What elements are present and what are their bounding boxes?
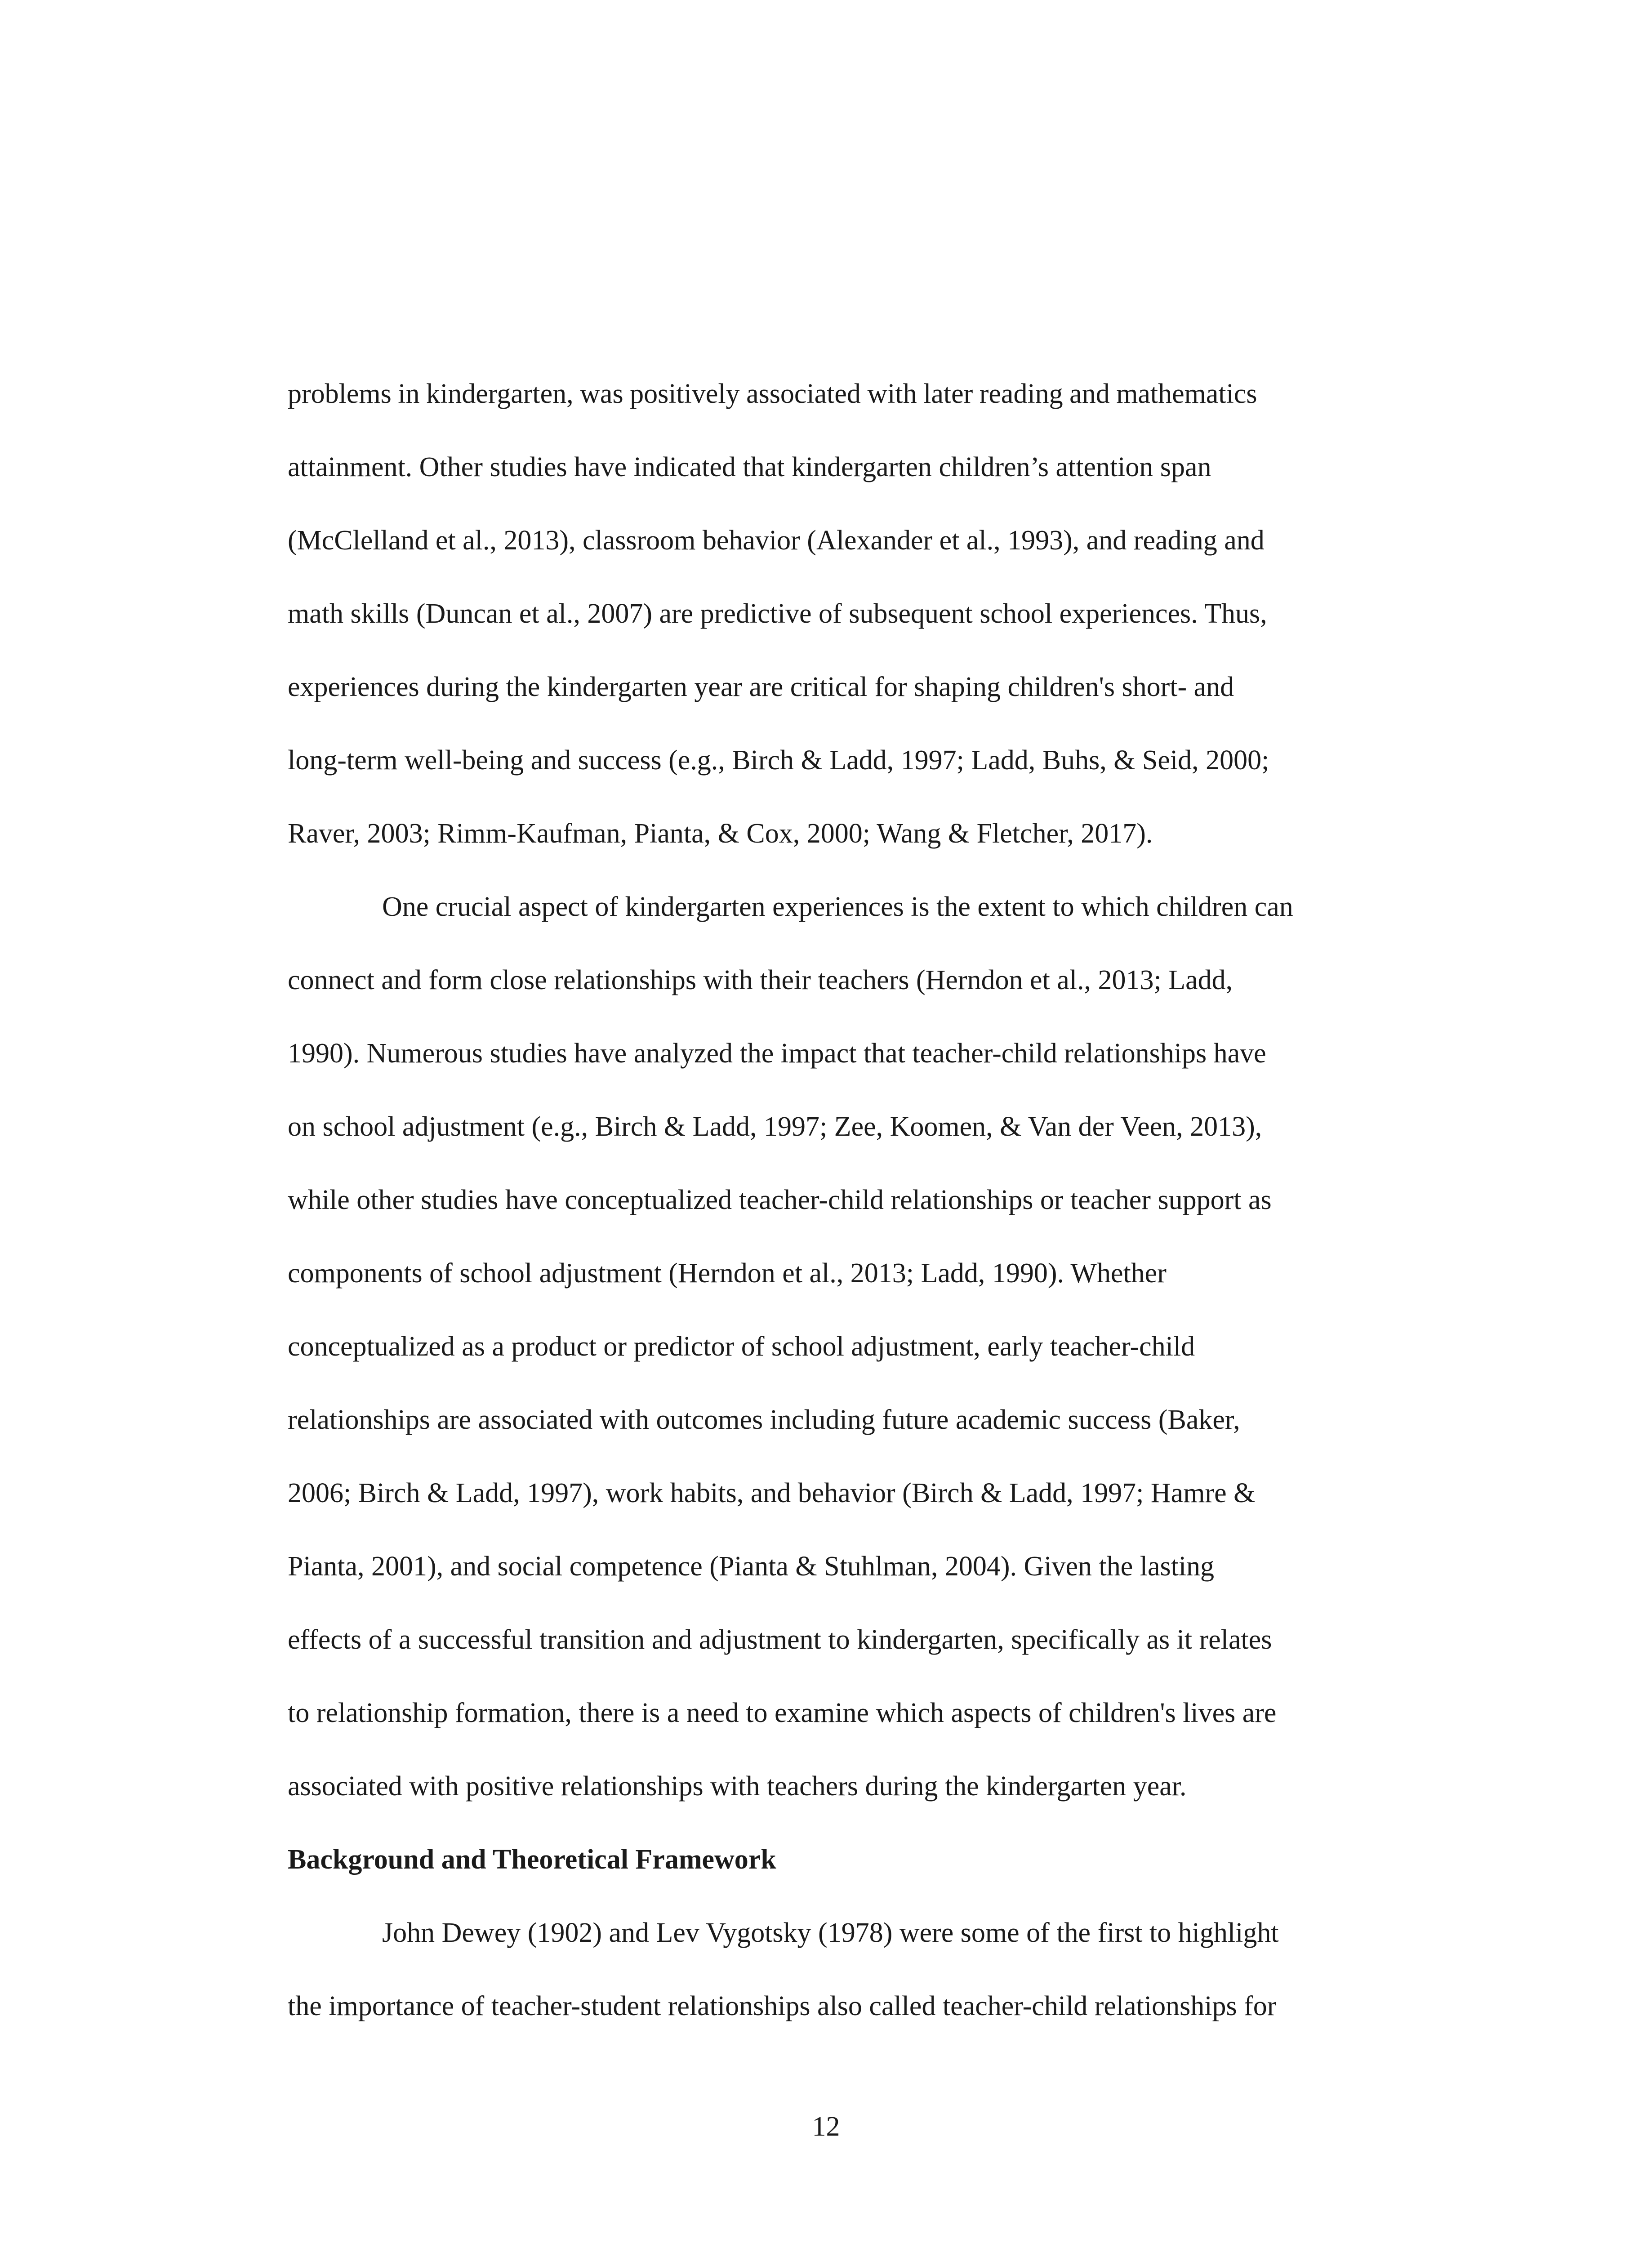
text-line: long-term well-being and success (e.g., Birch & Ladd, 1997; Ladd, Buhs, & Seid, 2000; xyxy=(288,745,1269,776)
text-line: Raver, 2003; Rimm-Kaufman, Pianta, & Cox, 2000; Wang & Fletcher, 2017). xyxy=(288,818,1153,849)
text-line: 1990). Numerous studies have analyzed the impact that teacher-child relationships have xyxy=(288,1038,1266,1069)
text-line: to relationship formation, there is a need to examine which aspects of children's lives are xyxy=(288,1698,1277,1728)
text-line: on school adjustment (e.g., Birch & Ladd, 1997; Zee, Koomen, & Van der Veen, 2013), xyxy=(288,1111,1262,1142)
text-line: (McClelland et al., 2013), classroom behavior (Alexander et al., 1993), and reading and xyxy=(288,525,1265,556)
text-line: associated with positive relationships with teachers during the kindergarten year. xyxy=(288,1771,1187,1802)
text-line: problems in kindergarten, was positively associated with later reading and mathematics xyxy=(288,379,1257,409)
text-line: Pianta, 2001), and social competence (Pianta & Stuhlman, 2004). Given the lasting xyxy=(288,1551,1215,1582)
text-line: experiences during the kindergarten year are critical for shaping children's short- and xyxy=(288,672,1234,702)
page-number: 12 xyxy=(812,2111,840,2142)
text-line: relationships are associated with outcomes including future academic success (Baker, xyxy=(288,1405,1240,1435)
body-text xyxy=(288,357,1429,2043)
text-line: conceptualized as a product or predictor of school adjustment, early teacher-child xyxy=(288,1331,1195,1362)
text-line: connect and form close relationships with their teachers (Herndon et al., 2013; Ladd, xyxy=(288,965,1233,995)
text-line: attainment. Other studies have indicated that kindergarten children’s attention span xyxy=(288,452,1211,482)
text-line: components of school adjustment (Herndon et al., 2013; Ladd, 1990). Whether xyxy=(288,1258,1167,1289)
section-heading: Background and Theoretical Framework xyxy=(288,1844,776,1875)
text-line: math skills (Duncan et al., 2007) are predictive of subsequent school experiences. Thus, xyxy=(288,598,1267,629)
text-line: 2006; Birch & Ladd, 1997), work habits, and behavior (Birch & Ladd, 1997; Hamre & xyxy=(288,1478,1256,1508)
paragraph-first-line: John Dewey (1902) and Lev Vygotsky (1978) were some of the first to highlight xyxy=(382,1918,1279,1948)
text-line: while other studies have conceptualized teacher-child relationships or teacher support as xyxy=(288,1185,1272,1215)
paragraph-first-line: One crucial aspect of kindergarten experiences is the extent to which children can xyxy=(382,892,1293,922)
text-line: the importance of teacher-student relationships also called teacher-child relationships for xyxy=(288,1991,1277,2021)
text-line: effects of a successful transition and adjustment to kindergarten, specifically as it relates xyxy=(288,1624,1272,1655)
